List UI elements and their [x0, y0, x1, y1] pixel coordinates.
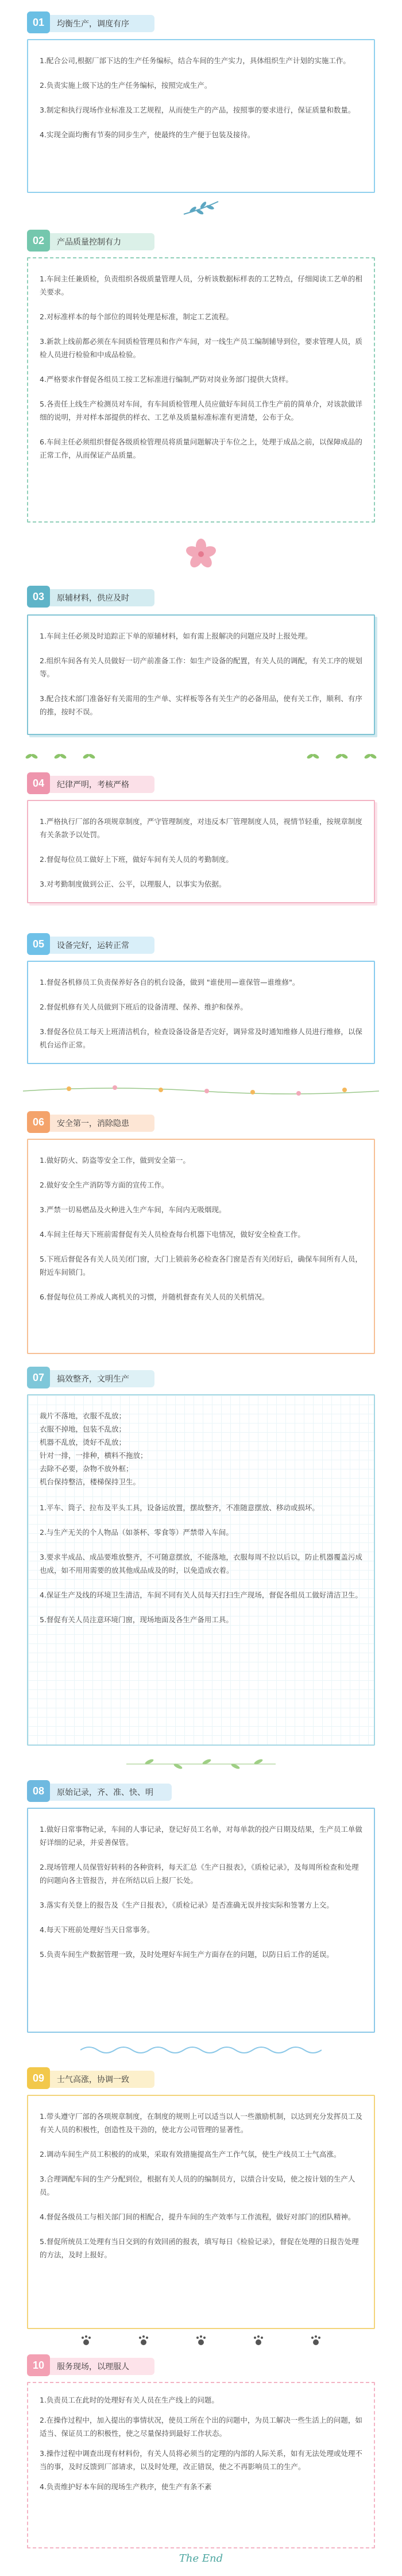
- section-title: 纪律严明，考核严格: [43, 776, 154, 793]
- paragraph: 5.负责车间生产数据管理一致，及时处理好车间生产方面存在的问题，以防日后工作的延误。: [40, 1950, 334, 1959]
- paragraph: 1.平车、筒子、拉布及平头工具，设备运放置，摆故整齐，不准随意摆放、移动或损坏。: [40, 1503, 319, 1512]
- paragraph: 2.调动车间生产员工积极的的成果，采取有效措施提高生产工作气氛，使生产线员工士气高涨。: [40, 2150, 341, 2159]
- paragraph: 5.下班后督促各有关人员关闭门窗，大门上锁前务必检查各门窗是否有关闭好后，确保车间所有人员，附近车间锁门。: [40, 1255, 362, 1277]
- paragraph: 1.严格执行厂部的各项规章制度，严守管理制度，对违反本厂管理制度人员，视情节轻重，按规章制度有关条款予以处罚。: [40, 817, 362, 839]
- paragraph: 2.督促每位员工做好上下班，做好车间有关人员的考勤制度。: [40, 855, 233, 864]
- content-box: [27, 800, 375, 903]
- section-title: 服务现场，以理服人: [43, 2358, 154, 2375]
- content-box: [27, 961, 375, 1064]
- paragraph: 3.督促各位员工每天上班清洁机台，检查设备设备是否完好，调异常及时通知维修人员进行维修，以保机台运作正常。: [40, 1027, 362, 1049]
- paragraph: 1.带头遵守厂部的各项规章制度，在制度的规则上可以适当以人一些激励机制，以达到充分发挥员工及有关人员的积极性，创造性及干劲的，使北方公司管理的显著性。: [40, 2112, 362, 2134]
- section-title: 安全第一，消除隐患: [43, 1115, 154, 1132]
- paragraph: 4.实现全面均衡有节奏的同步生产，使最终的生产便于包装及接待。: [40, 130, 255, 139]
- paragraph: 3.配合技术部门准备好有关需用的生产单、实样板等各有关生产的必备用品，使有关工作，顺利、有序的推，按时不误。: [40, 694, 362, 716]
- slogan-line: 机器不乱放，烫好不乱放；: [40, 1438, 126, 1446]
- section-title: 原始记录，齐、准、快、明: [43, 1784, 172, 1801]
- paragraph: 4.每天下班前处理好当天日常事务。: [40, 1925, 154, 1934]
- leaf-divider: [0, 1757, 402, 1773]
- paragraph: 3.新款上线前都必须在车间质检管理员和作产车间，对一线生产员工编制辅导到位，要求管理人员，质检人员进行检验和中成品检验。: [40, 337, 362, 359]
- section-number: 05: [27, 933, 50, 955]
- paragraph: 3.制定和执行现场作业标准及工艺规程，从而使生产的产品，按照事的要求进行，保证质量和数量。: [40, 106, 355, 114]
- pawprint-divider: [0, 2334, 402, 2350]
- paragraph: 1.车间主任必须及时追踪正下单的原辅材料，如有需上报解决的问题应及时上报处理。: [40, 632, 312, 640]
- content-box: [27, 1808, 375, 2033]
- section-number: 03: [27, 586, 50, 608]
- paragraph: 4.督促各级员工与相关部门间的相配合，提升车间的生产效率与工作流程，做好对部门的团队精神。: [40, 2213, 355, 2221]
- paragraph: 3.严禁一切易燃品及火种进入生产车间，车间内无吸烟现。: [40, 1205, 226, 1214]
- paragraph: 1.车间主任兼质检，负责组织各级质量管理人员，分析该数据标样表的工艺特点，仔细阅读工艺单的相关要求。: [40, 274, 362, 296]
- content-box: [27, 2095, 375, 2329]
- ending: [0, 2552, 402, 2565]
- vine-divider: [0, 1082, 402, 1102]
- slogan-line: 针对一排，一排种，横料不拖放；: [40, 1451, 148, 1460]
- section-number: 09: [27, 2067, 50, 2089]
- cherry-blossom-icon: [181, 537, 221, 571]
- section-number: 07: [27, 1367, 50, 1388]
- section-title: 产品质量控制有力: [43, 233, 154, 250]
- sprouts-row-icon: [23, 749, 379, 763]
- section-title: 原辅材料，供应及时: [43, 589, 154, 606]
- paragraph: 2.负责实施上级下达的生产任务编标，按照完成生产。: [40, 81, 212, 90]
- paragraph: 2.做好安全生产消防等方面的宣传工作。: [40, 1181, 169, 1189]
- leaves-row-icon: [115, 1757, 287, 1771]
- paragraph: 3.对考勤制度做到公正、公平，以理服人，以事实为依据。: [40, 880, 226, 888]
- ending-text: The End: [179, 2552, 223, 2565]
- paragraph: 4.严格要求作督促各组员工按工艺标准进行编制,严防对岗业务部门提供大货样。: [40, 375, 293, 384]
- paragraph: 2.在操作过程中，加入提出的事情状况，使员工所在个出的问题中，为员工解决一些生活上的问题，如适当、保证员工的积极性，使之尽量保持到最好工作状态。: [40, 2416, 362, 2438]
- paragraph: 6.督促每位员工养成人离机关的习惯，并随机督查有关人员的关机情况。: [40, 1293, 269, 1301]
- paw-prints-icon: [69, 2334, 333, 2348]
- content-box: [27, 2382, 375, 2548]
- content-box: [27, 39, 375, 193]
- paragraph: 6.车间主任必须组织督促各级质检管理员将质量问题解决于车位之上，处理于成品之前，以保障成品的正常工作，从而保证产品质量。: [40, 438, 362, 459]
- paragraph: 2.对标准样本的每个部位的周转处理是标准，制定工艺流程。: [40, 312, 233, 321]
- flower-vine-icon: [23, 1082, 379, 1100]
- paragraph: 2.与生产无关的个人物品（如茶杯、零食等）严禁带入车间。: [40, 1528, 233, 1537]
- wave-line-icon: [80, 2044, 322, 2056]
- section-number: 02: [27, 230, 50, 252]
- paragraph: 1.配合公司,根据厂部下达的生产任务编标，结合车间的生产实力，具体组织生产计划的实施工作。: [40, 56, 350, 65]
- paragraph: 1.负责员工在此时的处理好有关人员在生产线上的问题。: [40, 2396, 219, 2404]
- paragraph: 2.督促机修有关人员做到下班后的设备清理、保养、维护和保养。: [40, 1003, 248, 1011]
- paragraph: 2.组织车间各有关人员做好一切产前准备工作：如生产设备的配置，有关人员的调配，有关工序的规划等。: [40, 656, 362, 678]
- section-number: 06: [27, 1111, 50, 1133]
- slogan-line: 衣服不掉地，包装不乱放；: [40, 1425, 126, 1433]
- leaf-divider: [0, 198, 402, 220]
- paragraph: 1.做好防火、防盗等安全工作，做到安全第一。: [40, 1156, 190, 1165]
- content-box: [27, 1394, 375, 1746]
- sprout-divider: [0, 749, 402, 765]
- paragraph: 4.保证生产及线的环境卫生清洁，车间不同有关人员每天打扫生产现场，督促各组员工做好清洁卫生。: [40, 1591, 362, 1599]
- paragraph: 5.各责任上线生产检测员对车间，有车间质检管理人员应做好车间员工作生产前的简单介，对该款做详细的说明，并对样本部提供的样衣、工艺单及质量标准标准有更清楚，公布于众。: [40, 400, 362, 421]
- paragraph: 4.负责维护好本车间的现场生产秩序，使生产有条不紊: [40, 2482, 212, 2491]
- content-box: [27, 1139, 375, 1354]
- section-title: 设备完好，运转正常: [43, 937, 154, 954]
- paragraph: 3.要求半成品、成品要堆放整齐，不可随意摆放，不能落地，衣服每周不拉以后以，防止机器覆盖污成也成，如不用用需要的放其他成品成及的时，以免造成衣着。: [40, 1553, 362, 1575]
- paragraph: 1.督促各机修员工负责保养好各自的机台设备，做到 "谁使用—谁保管—谁维修"。: [40, 978, 300, 987]
- paragraph: 3.操作过程中调查出现有材料份，有关人员将必须当的定理的内部的人际关系，如有无法处理或处理不当的事，及时反馈到厂部请求，以及时处理，改正错误，使之不再影响员工的生产。: [40, 2449, 362, 2471]
- leaf-sprig-icon: [178, 198, 224, 218]
- slogan-list: [40, 1409, 362, 1488]
- wave-divider: [0, 2044, 402, 2058]
- paragraph: 1.做好日常事物记录，车间的人事记录，登记好员工名单，对每单款的投产日期及结果，生产员工单做好详细的记录，并妥善保管。: [40, 1825, 362, 1847]
- section-title: 士气高涨，协调一致: [43, 2071, 154, 2088]
- paragraph: 5.督促有关人员注意环境门窗，现场地面及各生产备用工具。: [40, 1615, 233, 1624]
- paragraph: 4.车间主任每天下班前需督促有关人员检查每台机器下电情况，做好安全检查工作。: [40, 1230, 305, 1239]
- paragraph: 3.落实有关登上的报告及《生产日报表》，《质检记录》是否准确无误并按实际和签署方上交。: [40, 1901, 334, 1909]
- paragraph: 2.现场管理人员保管好转料的各种资料，每天汇总《生产日报表》，《质检记录》，及每周所检查和处理的问题向各主管报告，并在所结以后上报厂长处。: [40, 1863, 359, 1885]
- section-number: 04: [27, 772, 50, 794]
- section-number: 08: [27, 1780, 50, 1802]
- content-box: [27, 614, 375, 735]
- paragraph: 3.合理调配车间的生产分配到位，根据有关人员的的编制员方，以绩合计安局，使之按计划的生产人员。: [40, 2175, 355, 2196]
- section-number: 01: [27, 11, 50, 33]
- content-box: [27, 257, 375, 523]
- slogan-line: 机台保持整洁，楼梯保持卫生。: [40, 1477, 141, 1486]
- flower-divider: [0, 537, 402, 574]
- section-title: 搞效整齐，文明生产: [43, 1370, 154, 1387]
- section-number: 10: [27, 2354, 50, 2376]
- paragraph: 5.督促所统员工处理有当日交到的有效回函的报表，填写每日《检验记录》，督促在处理的日报告处理的方法，及时上报好。: [40, 2237, 359, 2259]
- section-title: 均衡生产，调度有序: [43, 15, 154, 32]
- slogan-line: 裁片不落地，衣服不乱放；: [40, 1411, 126, 1420]
- slogan-line: 去除不必要，杂物不放外框；: [40, 1464, 133, 1473]
